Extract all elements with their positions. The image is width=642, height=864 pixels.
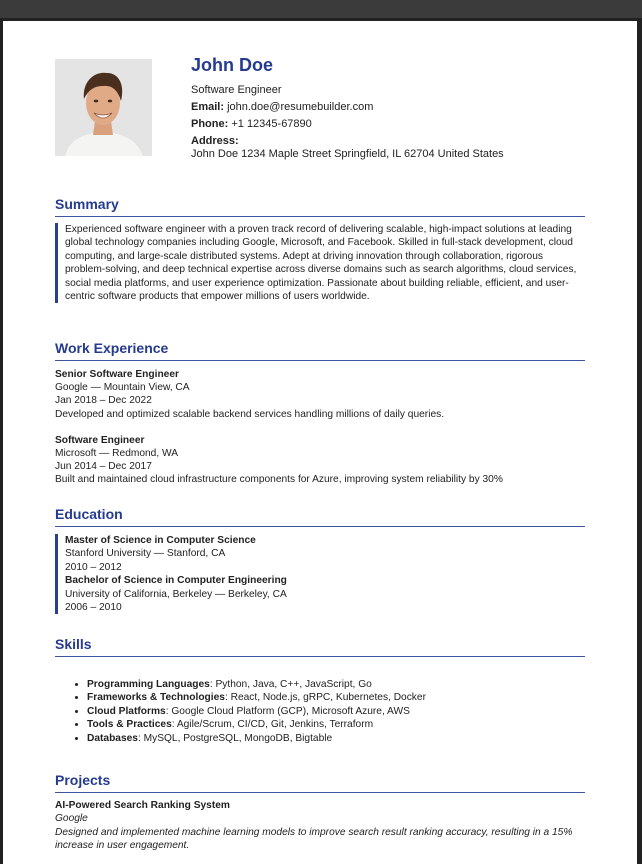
job-title: Senior Software Engineer: [55, 369, 179, 380]
skill-item: [87, 732, 585, 745]
address-value: John Doe 1234 Maple Street Springfield, IL 62704 United States: [191, 148, 504, 160]
person-photo-icon: [55, 59, 152, 156]
contact-header: [191, 54, 611, 161]
profile-photo: [55, 59, 152, 156]
phone-line: [191, 118, 611, 131]
viewer-toolbar: [0, 0, 642, 18]
degree: Master of Science in Computer Science: [65, 535, 256, 546]
summary-heading: Summary: [55, 196, 585, 217]
education-list: [55, 534, 585, 614]
skill-values: : Agile/Scrum, CI/CD, Git, Jenkins, Terraform: [171, 719, 374, 731]
skill-category: Databases: [87, 732, 138, 744]
summary-section: [55, 196, 585, 303]
phone-label: Phone:: [191, 118, 229, 130]
job-title: Software Engineer: [191, 84, 282, 96]
education-heading: Education: [55, 506, 585, 527]
education-section: [55, 506, 585, 614]
degree: Bachelor of Science in Computer Engineering: [65, 575, 287, 587]
projects-heading: Projects: [55, 772, 585, 793]
edu-dates: 2010 – 2012: [65, 561, 122, 573]
job-company: Google — Mountain View, CA: [55, 382, 190, 394]
skill-values: : MySQL, PostgreSQL, MongoDB, Bigtable: [137, 732, 333, 744]
job-entry: [55, 434, 585, 487]
phone-value: +1 12345-67890: [231, 118, 312, 130]
project-title: AI-Powered Search Ranking System: [55, 800, 230, 811]
job-company: Microsoft — Redmond, WA: [55, 448, 179, 460]
job-description: Developed and optimized scalable backend services handling millions of daily queries.: [55, 408, 445, 420]
projects-section: [55, 772, 585, 853]
skill-values: : React, Node.js, gRPC, Kubernetes, Docker: [224, 692, 426, 704]
job-dates: Jun 2014 – Dec 2017: [55, 461, 152, 473]
project-org: Google: [55, 813, 88, 825]
job-entry: [55, 368, 585, 421]
email-value[interactable]: john.doe@resumebuilder.com: [227, 101, 374, 113]
skill-category: Frameworks & Technologies: [87, 692, 225, 704]
job-dates: Jan 2018 – Dec 2022: [55, 395, 152, 407]
work-experience-heading: Work Experience: [55, 340, 585, 361]
skill-item: [87, 718, 585, 731]
address-label: Address:: [191, 135, 239, 147]
resume-page: [3, 21, 637, 864]
candidate-name: John Doe: [191, 55, 274, 75]
email-label: Email:: [191, 101, 225, 113]
skill-category: Programming Languages: [87, 679, 210, 690]
school: University of California, Berkeley — Berkeley, CA: [65, 588, 287, 600]
skill-values: : Google Cloud Platform (GCP), Microsoft Azure, AWS: [165, 705, 410, 717]
project-description: Designed and implemented machine learning models to improve search result ranking accuracy, resulting in a 15% increase in user engagement.: [55, 826, 573, 852]
skill-item: [87, 678, 585, 691]
work-experience-section: [55, 340, 585, 487]
email-line: [191, 101, 611, 114]
skill-item: [87, 691, 585, 704]
skills-list: [55, 678, 585, 745]
skills-heading: Skills: [55, 636, 585, 657]
skills-section: [55, 636, 585, 745]
skill-values: : Python, Java, C++, JavaScript, Go: [209, 679, 372, 690]
job-description: Built and maintained cloud infrastructure components for Azure, improving system reliability by 30%: [55, 474, 503, 486]
skill-category: Tools & Practices: [87, 719, 172, 731]
edu-dates: 2006 – 2010: [65, 602, 122, 614]
summary-text: Experienced software engineer with a proven track record of delivering scalable, high-impact solutions at leading global technology companies including Google, Microsoft, and Facebook. Skilled in full-stack development, cloud computing, and large-scale distributed systems. Adept at driving innovation through collaboration, rigorous problem-solving, and deep technical expertise across diverse domains such as search algorithms, cloud services, social media platforms, and user experience optimization. Passionate about building reliable, efficient, and user-centric software products that empower millions of users worldwide.: [55, 223, 585, 303]
job-title: Software Engineer: [55, 434, 145, 446]
project-entry: [55, 799, 585, 853]
skill-category: Cloud Platforms: [87, 705, 166, 717]
school: Stanford University — Stanford, CA: [65, 548, 226, 560]
skill-item: [87, 705, 585, 718]
